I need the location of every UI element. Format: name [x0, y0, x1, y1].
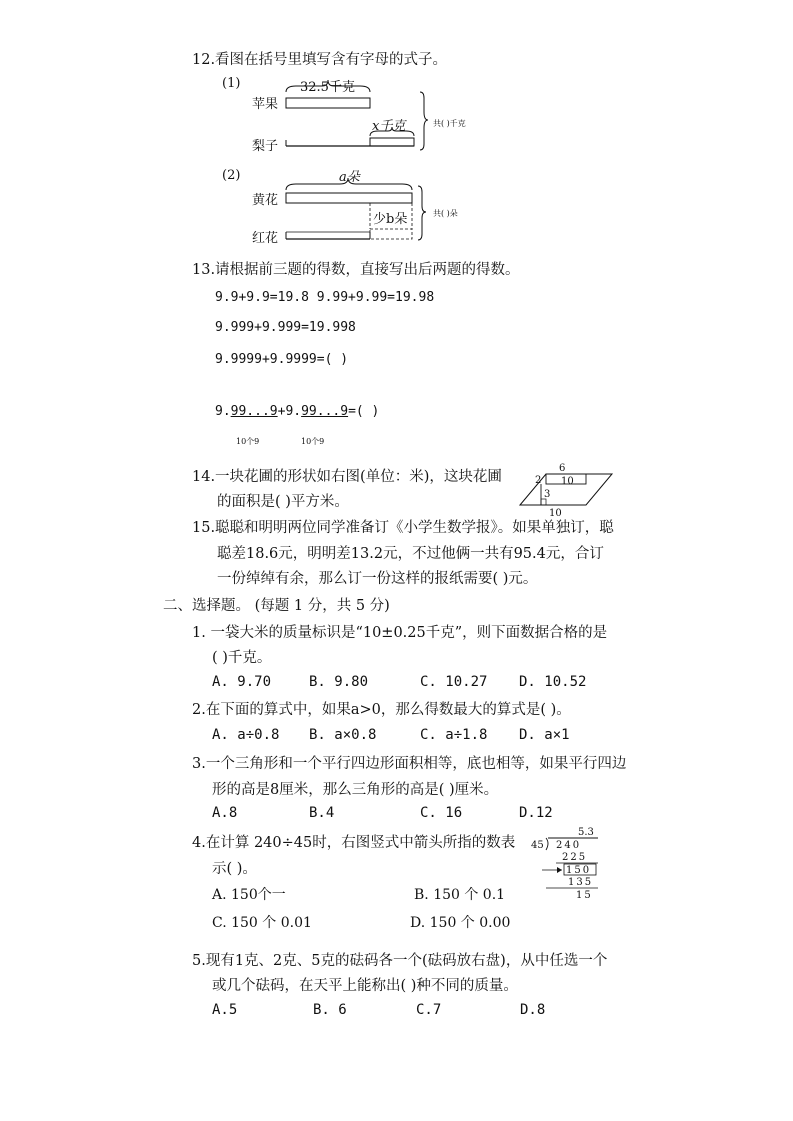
c4-div-dividend: 240 — [556, 840, 582, 851]
c4-div-r2: 15 — [576, 890, 593, 901]
c2-option-a: A. a÷0.8 — [212, 727, 280, 743]
c4-div-p2: 135 — [568, 877, 594, 888]
q13-title: 13.请根据前三题的得数，直接写出后两题的得数。 — [192, 262, 520, 278]
c3-option-c: C. 16 — [420, 805, 463, 821]
c4-option-c: C. 150 个 0.01 — [212, 915, 312, 931]
c3-line2: 形的高是8厘米，那么三角形的高是( )厘米。 — [212, 782, 499, 798]
q15-line3: 一份绰绰有余，那么订一份这样的报纸需要( )元。 — [217, 571, 538, 587]
c2-option-b: B. a×0.8 — [309, 727, 377, 743]
q13-note2: 10个9 — [301, 437, 325, 446]
q14-fig-top: 6 — [559, 463, 566, 474]
q13-line4-a: 9. — [215, 404, 231, 419]
q15-line1: 15.聪聪和明明两位同学准备订《小学生数学报》。如果单独订，聪 — [192, 520, 614, 536]
c4-div-divisor: 45 — [531, 840, 544, 851]
q13-line2: 9.999+9.999=19.998 — [215, 320, 356, 335]
q12-part2-row1: 黄花 — [252, 193, 279, 208]
c5-option-d: D.8 — [520, 1002, 546, 1018]
c5-option-b: B. 6 — [313, 1002, 347, 1018]
c4-option-b: B. 150 个 0.1 — [414, 887, 506, 903]
q13-line4-d: 99...9 — [301, 404, 349, 419]
q13-note1: 10个9 — [236, 437, 260, 446]
c5-line2: 或几个砝码，在天平上能称出( )种不同的质量。 — [212, 978, 518, 994]
q12-part1-row1: 苹果 — [252, 97, 279, 112]
c4-option-d: D. 150 个 0.00 — [410, 915, 511, 931]
c4-div-r1: 150 — [566, 865, 592, 876]
c5-line1: 5.现有1克、2克、5克的砝码各一个(砝码放右盘)，从中任选一个 — [192, 953, 608, 969]
c1-line2: ( )千克。 — [212, 650, 272, 666]
q13-line4-e: =( ) — [348, 404, 380, 419]
q14-fig-bottom: 10 — [549, 508, 562, 519]
q12-part1-label: (1) — [222, 76, 241, 91]
c2-option-d: D. a×1 — [519, 727, 570, 743]
c4-div-p1: 225 — [562, 852, 588, 863]
c1-option-c: C. 10.27 — [420, 674, 488, 690]
section2-title: 二、选择题。 (每题 1 分，共 5 分) — [163, 598, 390, 614]
q12-part2-diff: 少b朵 — [373, 212, 408, 227]
c5-option-a: A.5 — [212, 1002, 238, 1018]
q12-part2-sum: 共( )朵 — [433, 209, 458, 218]
c3-option-a: A.8 — [212, 805, 238, 821]
q12-part1-diff: x千克 — [372, 119, 406, 134]
q14-line1: 14.一块花圃的形状如右图(单位：米)，这块花圃 — [192, 469, 502, 485]
q12-title: 12.看图在括号里填写含有字母的式子。 — [192, 52, 448, 68]
c3-line1: 3.一个三角形和一个平行四边形面积相等，底也相等，如果平行四边 — [192, 756, 627, 772]
q12-part1-total: 32.5千克 — [300, 80, 355, 95]
q12-part2-row2: 红花 — [252, 231, 279, 246]
q13-line3: 9.9999+9.9999=( ) — [215, 352, 349, 367]
q13-line1: 9.9+9.9=19.8 9.99+9.99=19.98 — [215, 290, 435, 305]
c3-option-b: B.4 — [309, 805, 335, 821]
q12-part2-total: a朵 — [339, 170, 360, 185]
c4-option-a: A. 150个一 — [212, 887, 286, 903]
c1-option-b: B. 9.80 — [309, 674, 369, 690]
c1-option-d: D. 10.52 — [519, 674, 587, 690]
q14-fig-height: 3 — [544, 489, 551, 500]
c1-option-a: A. 9.70 — [212, 674, 272, 690]
q13-line4-b: 99...9 — [230, 404, 278, 419]
c1-line1: 1. 一袋大米的质量标识是“10±0.25千克”，则下面数据合格的是 — [192, 625, 608, 641]
q12-part2-label: (2) — [222, 168, 241, 183]
q15-line2: 聪差18.6元，明明差13.2元，不过他俩一共有95.4元，合订 — [217, 546, 604, 562]
c4-div-quotient: 5.3 — [578, 827, 594, 838]
q14-fig-left: 2 — [535, 475, 542, 486]
c2-line1: 2.在下面的算式中，如果a>0，那么得数最大的算式是( )。 — [192, 702, 571, 718]
c2-option-c: C. a÷1.8 — [420, 727, 488, 743]
c4-line1: 4.在计算 240÷45时，右图竖式中箭头所指的数表 — [192, 835, 516, 851]
q14-fig-inner: 10 — [561, 476, 574, 487]
q12-part1-row2: 梨子 — [252, 139, 279, 154]
c4-line2: 示( )。 — [212, 861, 257, 877]
c3-option-d: D.12 — [519, 805, 553, 821]
q13-line4-c: +9. — [277, 404, 302, 419]
c5-option-c: C.7 — [416, 1002, 442, 1018]
q12-part1-sum: 共( )千克 — [433, 119, 466, 128]
q14-line2: 的面积是( )平方米。 — [217, 494, 349, 510]
